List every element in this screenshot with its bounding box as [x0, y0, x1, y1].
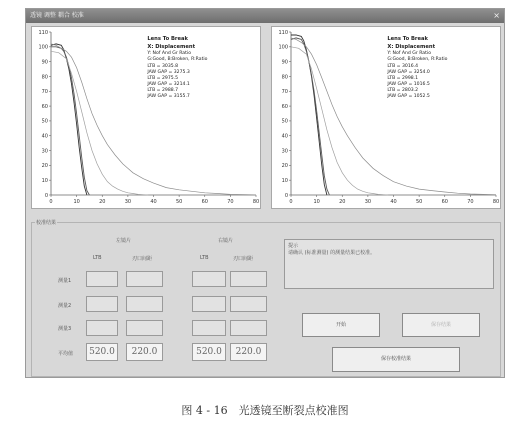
left-x-tick-label: 80: [252, 199, 260, 205]
left-y-tick-label: 50: [41, 118, 48, 125]
col-ltb-right: LTB: [200, 255, 209, 261]
row-label-avg: 平均值: [58, 351, 74, 357]
right-y-tick-label: 20: [281, 163, 288, 170]
right-x-tick-label: 40: [390, 199, 397, 205]
right-x-tick-label: 80: [492, 199, 500, 205]
left-x-tick-label: 30: [124, 199, 132, 205]
left-x-tick-label: 40: [150, 199, 157, 205]
right-y-tick-label: 80: [281, 74, 288, 81]
left-annotation: Y: Nof And Gr Ratio: [147, 51, 192, 56]
right-x-tick-label: 30: [364, 199, 372, 205]
left-annotation: JAW GAP = 3214.1: [147, 82, 190, 87]
right-y-tick-label: 40: [281, 133, 288, 140]
left-annotation: JAW GAP = 3275.3: [147, 70, 190, 75]
right-x-tick-label: 50: [415, 199, 423, 205]
message-box: [284, 239, 494, 289]
left-y-tick-label: 40: [41, 133, 48, 140]
right-y-tick-label: 10: [281, 177, 288, 184]
app-window: [25, 8, 505, 378]
right-annotation: JAW GAP = 3254.0: [387, 70, 430, 75]
right-y-tick-label: 100: [278, 44, 288, 51]
right-annotation: G:Good, B:Broken, R:Ratio: [387, 57, 448, 62]
left-y-tick-label: 80: [41, 74, 48, 81]
message-text: 请确认 (标准测量) 的测量结果已校准。: [288, 250, 376, 256]
right-ltb-field-1[interactable]: [192, 271, 226, 287]
left-y-tick-label: 100: [38, 44, 48, 51]
right-annotation: JAW GAP = 1052.5: [387, 94, 430, 99]
right-jaw-field-1[interactable]: [230, 271, 267, 287]
left-y-tick-label: 30: [41, 148, 48, 155]
left-jaw-average: 220.0: [126, 343, 163, 361]
left-x-tick-label: 10: [73, 199, 80, 205]
col-jaw-left: 刃口间距: [132, 256, 153, 262]
right-y-tick-label: 0: [284, 192, 288, 199]
right-y-tick-label: 90: [281, 59, 288, 66]
left-y-tick-label: 10: [41, 177, 48, 184]
right-annotation: LTB = 3016.4: [387, 64, 419, 69]
right-y-tick-label: 50: [281, 118, 288, 125]
left-ltb-field-1[interactable]: [86, 271, 118, 287]
left-x-tick-label: 50: [175, 199, 183, 205]
left-jaw-field-1[interactable]: [126, 271, 163, 287]
title-bar: [26, 9, 504, 23]
right-y-tick-label: 30: [281, 148, 288, 155]
row-label-2: 测量2: [58, 303, 72, 309]
right-series-1-line: [291, 35, 327, 195]
group-title: 校准结果: [36, 220, 57, 226]
right-annotation: LTB = 2998.1: [387, 76, 419, 81]
right-x-tick-label: 70: [467, 199, 474, 205]
right-y-tick-label: 70: [281, 89, 288, 96]
chart-right-svg: [272, 27, 502, 210]
start-button[interactable]: 开始: [302, 313, 380, 337]
right-jaw-field-3[interactable]: [230, 320, 267, 336]
right-jaw-average: 220.0: [230, 343, 267, 361]
chart-right: [271, 26, 501, 209]
right-lens-header: 右镜片: [218, 238, 234, 244]
left-annotation: LTB = 2975.5: [147, 76, 179, 81]
left-annotation: LTB = 3035.8: [147, 64, 179, 69]
left-jaw-field-2[interactable]: [126, 296, 163, 312]
chart-left: [31, 26, 261, 209]
left-annotation: Lens To Break: [147, 36, 188, 42]
right-x-tick-label: 0: [289, 199, 293, 205]
row-label-1: 测量1: [58, 278, 72, 284]
right-y-tick-label: 60: [281, 103, 288, 110]
right-annotation: JAW GAP = 1016.5: [387, 82, 430, 87]
right-x-tick-label: 10: [313, 199, 320, 205]
left-jaw-field-3[interactable]: [126, 320, 163, 336]
left-y-tick-label: 110: [38, 29, 48, 36]
right-ltb-average: 520.0: [192, 343, 226, 361]
left-y-tick-label: 0: [44, 192, 48, 199]
chart-left-svg: [32, 27, 262, 210]
left-y-tick-label: 90: [41, 59, 48, 66]
right-y-tick-label: 110: [278, 29, 288, 36]
window-title: 透镜 调整 耦合 校准: [30, 12, 84, 19]
right-x-tick-label: 20: [339, 199, 346, 205]
row-label-3: 测量3: [58, 326, 72, 332]
close-icon[interactable]: ×: [493, 11, 500, 20]
right-annotation: Y: Nof And Gr Ratio: [387, 51, 432, 56]
calibration-results-group: [31, 222, 501, 377]
left-ltb-field-2[interactable]: [86, 296, 118, 312]
left-y-tick-label: 60: [41, 103, 48, 110]
col-jaw-right: 刃口间距: [233, 256, 254, 262]
right-annotation: X: Displacement: [387, 44, 436, 50]
left-annotation: G:Good, B:Broken, R:Ratio: [147, 57, 208, 62]
right-annotation: LTB = 2803.2: [387, 88, 419, 93]
left-annotation: LTB = 2988.7: [147, 88, 179, 93]
right-x-tick-label: 60: [441, 199, 448, 205]
message-title: 提示: [288, 243, 299, 249]
left-x-tick-label: 20: [99, 199, 106, 205]
left-lens-header: 左镜片: [116, 238, 132, 244]
left-x-tick-label: 0: [49, 199, 53, 205]
left-x-tick-label: 70: [227, 199, 234, 205]
left-annotation: JAW GAP = 3155.7: [147, 94, 190, 99]
right-ltb-field-2[interactable]: [192, 296, 226, 312]
left-ltb-field-3[interactable]: [86, 320, 118, 336]
left-y-tick-label: 70: [41, 89, 48, 96]
left-y-tick-label: 20: [41, 163, 48, 170]
save-result-button[interactable]: 保存结果: [402, 313, 480, 337]
right-ltb-field-3[interactable]: [192, 320, 226, 336]
col-ltb-left: LTB: [93, 255, 102, 261]
save-calibration-button[interactable]: 保存校准结果: [332, 347, 460, 372]
left-ltb-average: 520.0: [86, 343, 118, 361]
left-annotation: X: Displacement: [147, 44, 196, 50]
right-jaw-field-2[interactable]: [230, 296, 267, 312]
figure-caption: 图 4 - 16 光透镜至断裂点校准图: [181, 404, 349, 417]
right-annotation: Lens To Break: [387, 36, 428, 42]
left-x-tick-label: 60: [201, 199, 208, 205]
